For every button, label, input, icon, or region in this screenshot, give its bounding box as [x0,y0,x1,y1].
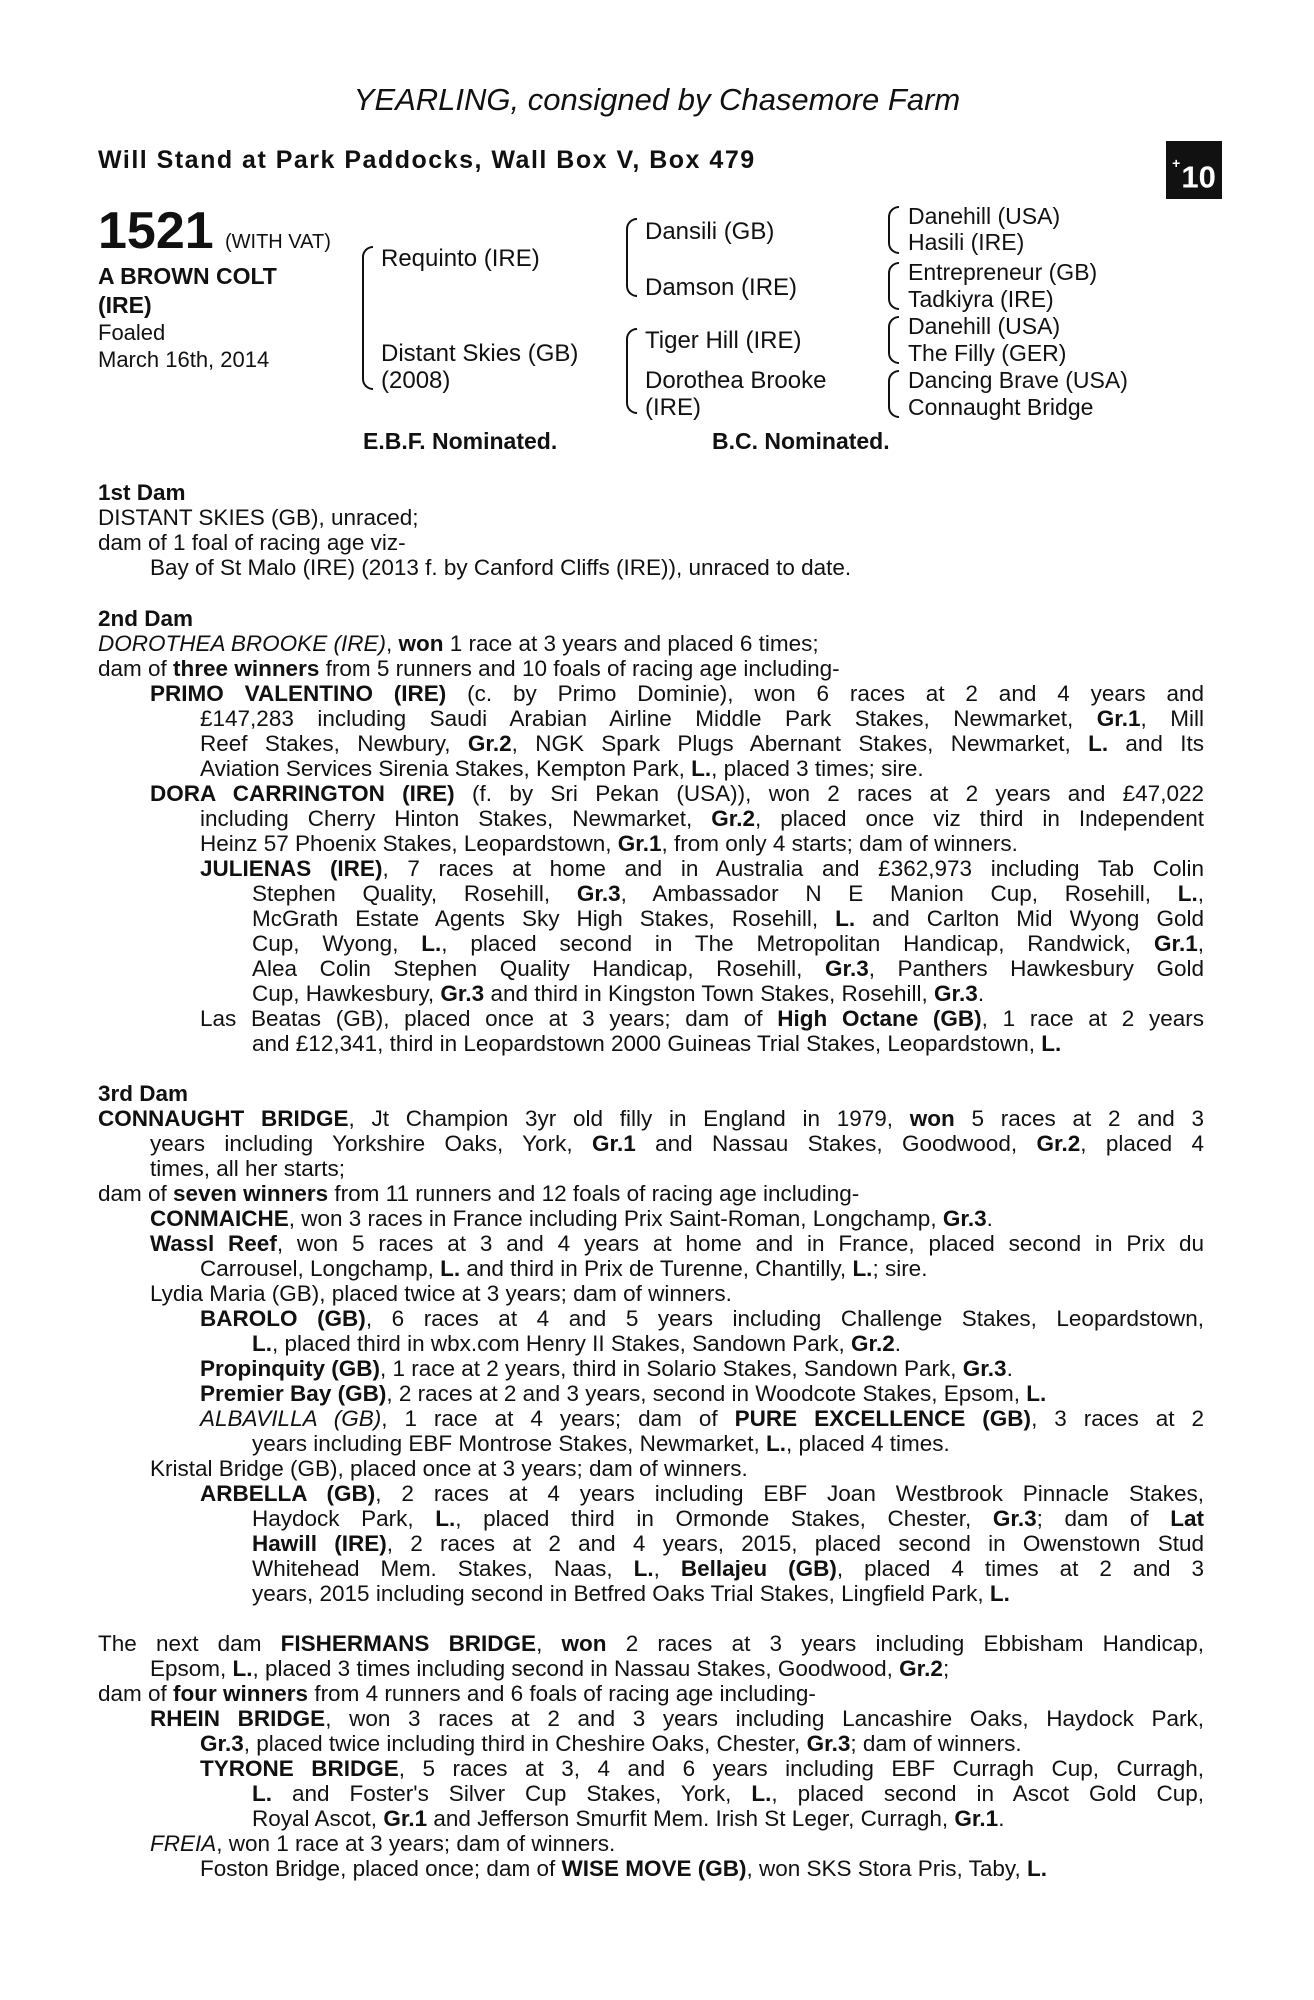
next-dam-line: RHEIN BRIDGE, won 3 races at 2 and 3 years including Lancashire Oaks, Haydock Park, [150,1706,1204,1731]
second-dam-line: Alea Colin Stephen Quality Handicap, Rosehill, Gr.3, Panthers Hawkesbury Gold [252,956,1204,981]
third-dam-heading: 3rd Dam [98,1081,189,1106]
third-dam-line: Hawill (IRE), 2 races at 2 and 4 years, 2015, placed second in Owenstown Stud [252,1531,1204,1556]
second-dam-line: including Cherry Hinton Stakes, Newmarket, Gr.2, placed once viz third in Independent [200,806,1204,831]
third-dam-line: ALBAVILLA (GB), 1 race at 4 years; dam of PURE EXCELLENCE (GB), 3 races at 2 [200,1406,1204,1431]
third-dam-line: CONMAICHE, won 3 races in France including Prix Saint-Roman, Longchamp, Gr.3. [150,1206,993,1231]
second-dam-line: DORA CARRINGTON (IRE) (f. by Sri Pekan (USA)), won 2 races at 2 years and £47,022 [150,781,1204,806]
second-dam-line: £147,283 including Saudi Arabian Airline Middle Park Stakes, Newmarket, Gr.1, Mill [200,706,1204,731]
next-dam-line: dam of four winners from 4 runners and 6 foals of racing age including- [98,1681,816,1706]
next-dam-line: The next dam FISHERMANS BRIDGE, won 2 races at 3 years including Ebbisham Handicap, [98,1631,1204,1656]
third-dam-line: BAROLO (GB), 6 races at 4 and 5 years including Challenge Stakes, Leopardstown, [200,1306,1204,1331]
second-dam-line: dam of three winners from 5 runners and 10 foals of racing age including- [98,656,840,681]
third-dam-line: Propinquity (GB), 1 race at 2 years, third in Solario Stakes, Sandown Park, Gr.3. [200,1356,1013,1381]
third-dam-line: L., placed third in wbx.com Henry II Stakes, Sandown Park, Gr.2. [252,1331,902,1356]
third-dam-line: years including EBF Montrose Stakes, Newmarket, L., placed 4 times. [252,1431,950,1456]
grandsire-dam: Hasili (IRE) [908,229,1025,255]
second-dam-line: Aviation Services Sirenia Stakes, Kempton Park, L., placed 3 times; sire. [200,756,924,781]
pedigree-brace [626,328,637,414]
next-dam-line: Royal Ascot, Gr.1 and Jefferson Smurfit Mem. Irish St Leger, Curragh, Gr.1. [252,1806,1005,1831]
next-dam-line: Foston Bridge, placed once; dam of WISE MOVE (GB), won SKS Stora Pris, Taby, L. [200,1856,1048,1881]
second-dam-line: Heinz 57 Phoenix Stakes, Leopardstown, Gr.1, from only 4 starts; dam of winners. [200,831,1018,856]
third-dam-line: Premier Bay (GB), 2 races at 2 and 3 years, second in Woodcote Stakes, Epsom, L. [200,1381,1047,1406]
third-dam-line: ARBELLA (GB), 2 races at 4 years including EBF Joan Westbrook Pinnacle Stakes, [200,1481,1204,1506]
next-dam-line: FREIA, won 1 race at 3 years; dam of winners. [150,1831,616,1856]
sire-sire: Dansili (GB) [645,218,775,245]
pedigree-brace [888,370,899,418]
second-dam-line: Cup, Hawkesbury, Gr.3 and third in Kingston Town Stakes, Rosehill, Gr.3. [252,981,985,1006]
third-dam-line: Lydia Maria (GB), placed twice at 3 years; dam of winners. [150,1281,732,1306]
dam-dam-country: (IRE) [645,394,701,421]
third-dam-line: dam of seven winners from 11 runners and 12 foals of racing age including- [98,1181,860,1206]
pedigree-brace [626,218,637,297]
dam: Distant Skies (GB) [381,340,579,367]
vat-note: (WITH VAT) [225,231,331,253]
granddam-sire: Entrepreneur (GB) [908,259,1098,285]
pedigree-brace [888,316,899,364]
foaled-label: Foaled [98,320,166,345]
foaled-date: March 16th, 2014 [98,347,270,372]
third-dam-line: times, all her starts; [150,1156,346,1181]
second-dam-line: DOROTHEA BROOKE (IRE), won 1 race at 3 years and placed 6 times; [98,631,819,656]
dam-grandsire-dam: The Filly (GER) [908,340,1067,366]
third-dam-line: Carrousel, Longchamp, L. and third in Prix de Turenne, Chantilly, L.; sire. [200,1256,928,1281]
next-dam-line: L. and Foster's Silver Cup Stakes, York, L., placed second in Ascot Gold Cup, [252,1781,1204,1806]
first-dam-line: dam of 1 foal of racing age viz- [98,530,406,555]
third-dam-line: Haydock Park, L., placed third in Ormonde Stakes, Chester, Gr.3; dam of Lat [252,1506,1204,1531]
dam-granddam-dam: Connaught Bridge [908,394,1094,420]
sire-dam: Damson (IRE) [645,274,798,301]
pedigree-brace [888,206,899,254]
pedigree-brace [362,246,373,390]
dam-granddam-sire: Dancing Brave (USA) [908,367,1128,393]
next-dam-line: Epsom, L., placed 3 times including second in Nassau Stakes, Goodwood, Gr.2; [150,1656,950,1681]
ebf-nominated: E.B.F. Nominated. [363,428,558,454]
description-line-1: A BROWN COLT [98,263,277,289]
second-dam-line: and £12,341, third in Leopardstown 2000 Guineas Trial Stakes, Leopardstown, L. [252,1031,1062,1056]
bc-nominated: B.C. Nominated. [712,428,890,454]
first-dam-line: Bay of St Malo (IRE) (2013 f. by Canford Cliffs (IRE)), unraced to date. [150,555,852,580]
foaled-info [98,319,269,373]
dam-grandsire-sire: Danehill (USA) [908,313,1061,339]
grandsire-sire: Danehill (USA) [908,203,1061,229]
next-dam-line: TYRONE BRIDGE, 5 races at 3, 4 and 6 years including EBF Curragh Cup, Curragh, [200,1756,1205,1781]
second-dam-line: Las Beatas (GB), placed once at 3 years; dam of High Octane (GB), 1 race at 2 years [200,1006,1204,1031]
next-dam-line: Gr.3, placed twice including third in Cheshire Oaks, Chester, Gr.3; dam of winners. [200,1731,1022,1756]
third-dam-line: CONNAUGHT BRIDGE, Jt Champion 3yr old filly in England in 1979, won 5 races at 2 and 3 [98,1106,1204,1131]
pedigree-brace [888,262,899,310]
dam-sire: Tiger Hill (IRE) [645,327,802,354]
third-dam-line: Wassl Reef, won 5 races at 3 and 4 years at home and in France, placed second in Prix du [150,1231,1204,1256]
third-dam-line: Whitehead Mem. Stakes, Naas, L., Bellajeu (GB), placed 4 times at 2 and 3 [252,1556,1204,1581]
second-dam-line: JULIENAS (IRE), 7 races at home and in Australia and £362,973 including Tab Colin [200,856,1204,881]
badge-number: 10 [1181,159,1216,195]
dam-year: (2008) [381,367,451,394]
page-heading: YEARLING, consigned by Chasemore Farm [353,82,961,117]
second-dam-line: Stephen Quality, Rosehill, Gr.3, Ambassador N E Manion Cup, Rosehill, L., [252,881,1204,906]
third-dam-line: years, 2015 including second in Betfred Oaks Trial Stakes, Lingfield Park, L. [252,1581,1010,1606]
sire: Requinto (IRE) [381,245,540,272]
third-dam-line: years including Yorkshire Oaks, York, Gr.1 and Nassau Stakes, Goodwood, Gr.2, placed 4 [150,1131,1204,1156]
lot-number: 1521 [98,202,214,260]
second-dam-line: PRIMO VALENTINO (IRE) (c. by Primo Dominie), won 6 races at 2 and 4 years and [150,681,1204,706]
second-dam-line: Reef Stakes, Newbury, Gr.2, NGK Spark Plugs Abernant Stakes, Newmarket, L. and Its [200,731,1205,756]
second-dam-line: Cup, Wyong, L., placed second in The Metropolitan Handicap, Randwick, Gr.1, [252,931,1204,956]
granddam-dam: Tadkiyra (IRE) [908,286,1054,312]
first-dam-heading: 1st Dam [98,480,186,505]
stand-location: Will Stand at Park Paddocks, Wall Box V, Box 479 [98,146,756,174]
second-dam-line: McGrath Estate Agents Sky High Stakes, Rosehill, L. and Carlton Mid Wyong Gold [252,906,1204,931]
description-line-2: (IRE) [98,292,152,318]
first-dam-line: DISTANT SKIES (GB), unraced; [98,505,419,530]
lot-description [98,262,338,320]
page-badge: +10 [1166,141,1222,199]
third-dam-line: Kristal Bridge (GB), placed once at 3 years; dam of winners. [150,1456,748,1481]
second-dam-heading: 2nd Dam [98,606,194,631]
dam-dam: Dorothea Brooke [645,367,827,394]
